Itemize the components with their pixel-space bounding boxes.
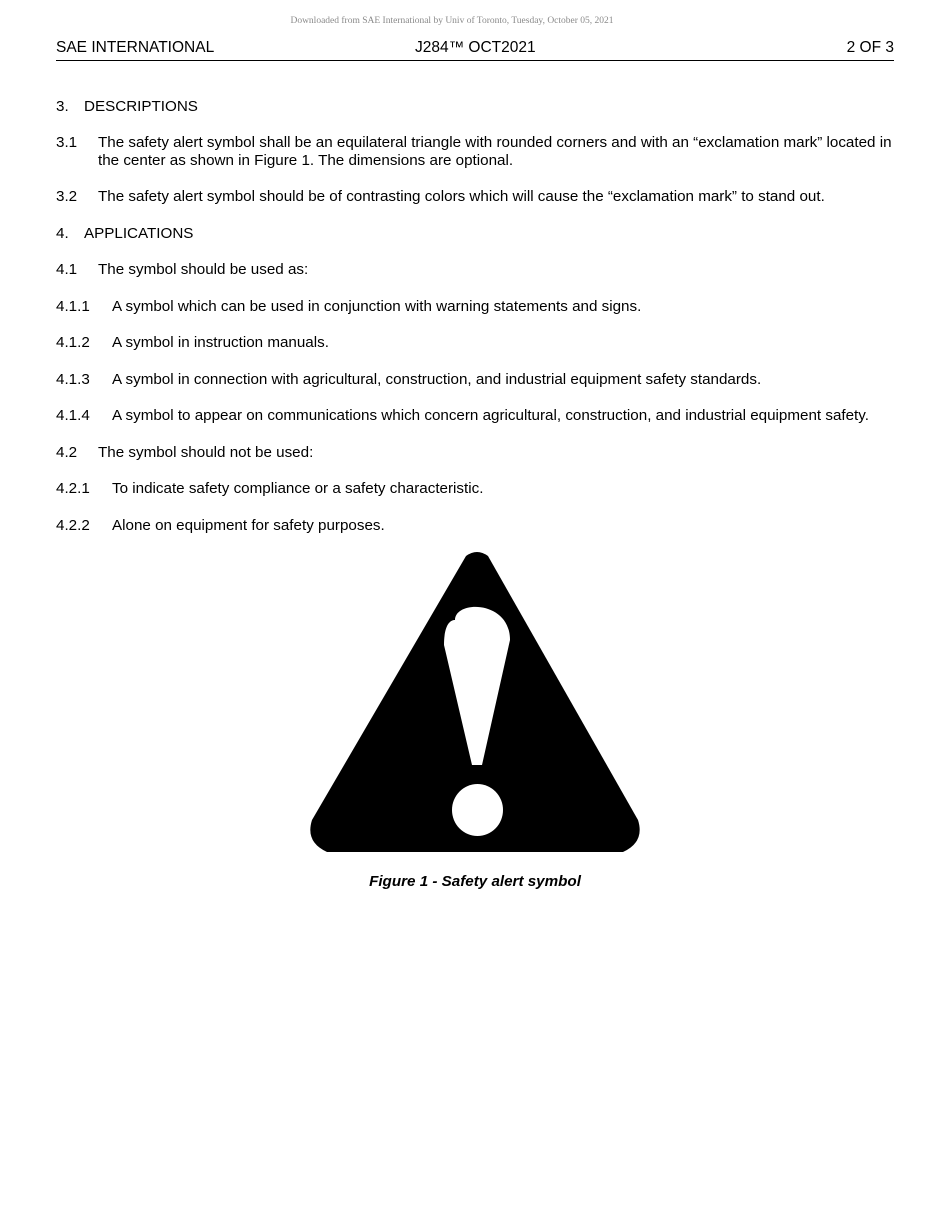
clause-text: Alone on equipment for safety purposes. [112, 517, 385, 534]
safety-alert-triangle-icon [305, 550, 645, 856]
header-organization: SAE INTERNATIONAL [56, 39, 215, 56]
clause-text: The symbol should be used as: [98, 261, 309, 278]
page-header [56, 38, 894, 61]
clause-number: 4.1.3 [56, 371, 90, 388]
section-title: APPLICATIONS [84, 225, 194, 242]
clause-text: To indicate safety compliance or a safety characteristic. [112, 480, 484, 497]
section-number: 3. [56, 98, 69, 115]
clause-number: 4.1.1 [56, 298, 90, 315]
clause-text: The safety alert symbol shall be an equilateral triangle with rounded corners and with an “exclamation mark” located in the center as shown in Figure 1. The dimensions are optional. [98, 134, 892, 169]
section-title: DESCRIPTIONS [84, 98, 198, 115]
clause-text: A symbol in instruction manuals. [112, 334, 329, 351]
clause-text: The symbol should not be used: [98, 444, 314, 461]
clause-number: 4.1 [56, 261, 78, 278]
header-document-id: J284™ OCT2021 [415, 39, 536, 56]
clause-number: 4.1.2 [56, 334, 90, 351]
clause-number: 3.1 [56, 134, 78, 151]
clause-text: The safety alert symbol should be of contrasting colors which will cause the “exclamation mark” to stand out. [98, 188, 825, 205]
clause-text: A symbol in connection with agricultural, construction, and industrial equipment safety standards. [112, 371, 762, 388]
clause-number: 4.2 [56, 444, 78, 461]
clause-number: 4.2.1 [56, 480, 90, 497]
clause-number: 3.2 [56, 188, 78, 205]
clause-number: 4.2.2 [56, 517, 90, 534]
clause-text: A symbol to appear on communications which concern agricultural, construction, and industrial equipment safety. [112, 407, 869, 424]
figure-1 [305, 550, 645, 856]
download-watermark: Downloaded from SAE International by Univ of Toronto, Tuesday, October 05, 2021 [290, 16, 614, 26]
figure-caption: Figure 1 - Safety alert symbol [369, 873, 581, 890]
header-page-number: 2 OF 3 [846, 39, 894, 56]
exclamation-dot [452, 784, 503, 836]
section-number: 4. [56, 225, 69, 242]
clause-number: 4.1.4 [56, 407, 90, 424]
clause-text: A symbol which can be used in conjunction with warning statements and signs. [112, 298, 642, 315]
